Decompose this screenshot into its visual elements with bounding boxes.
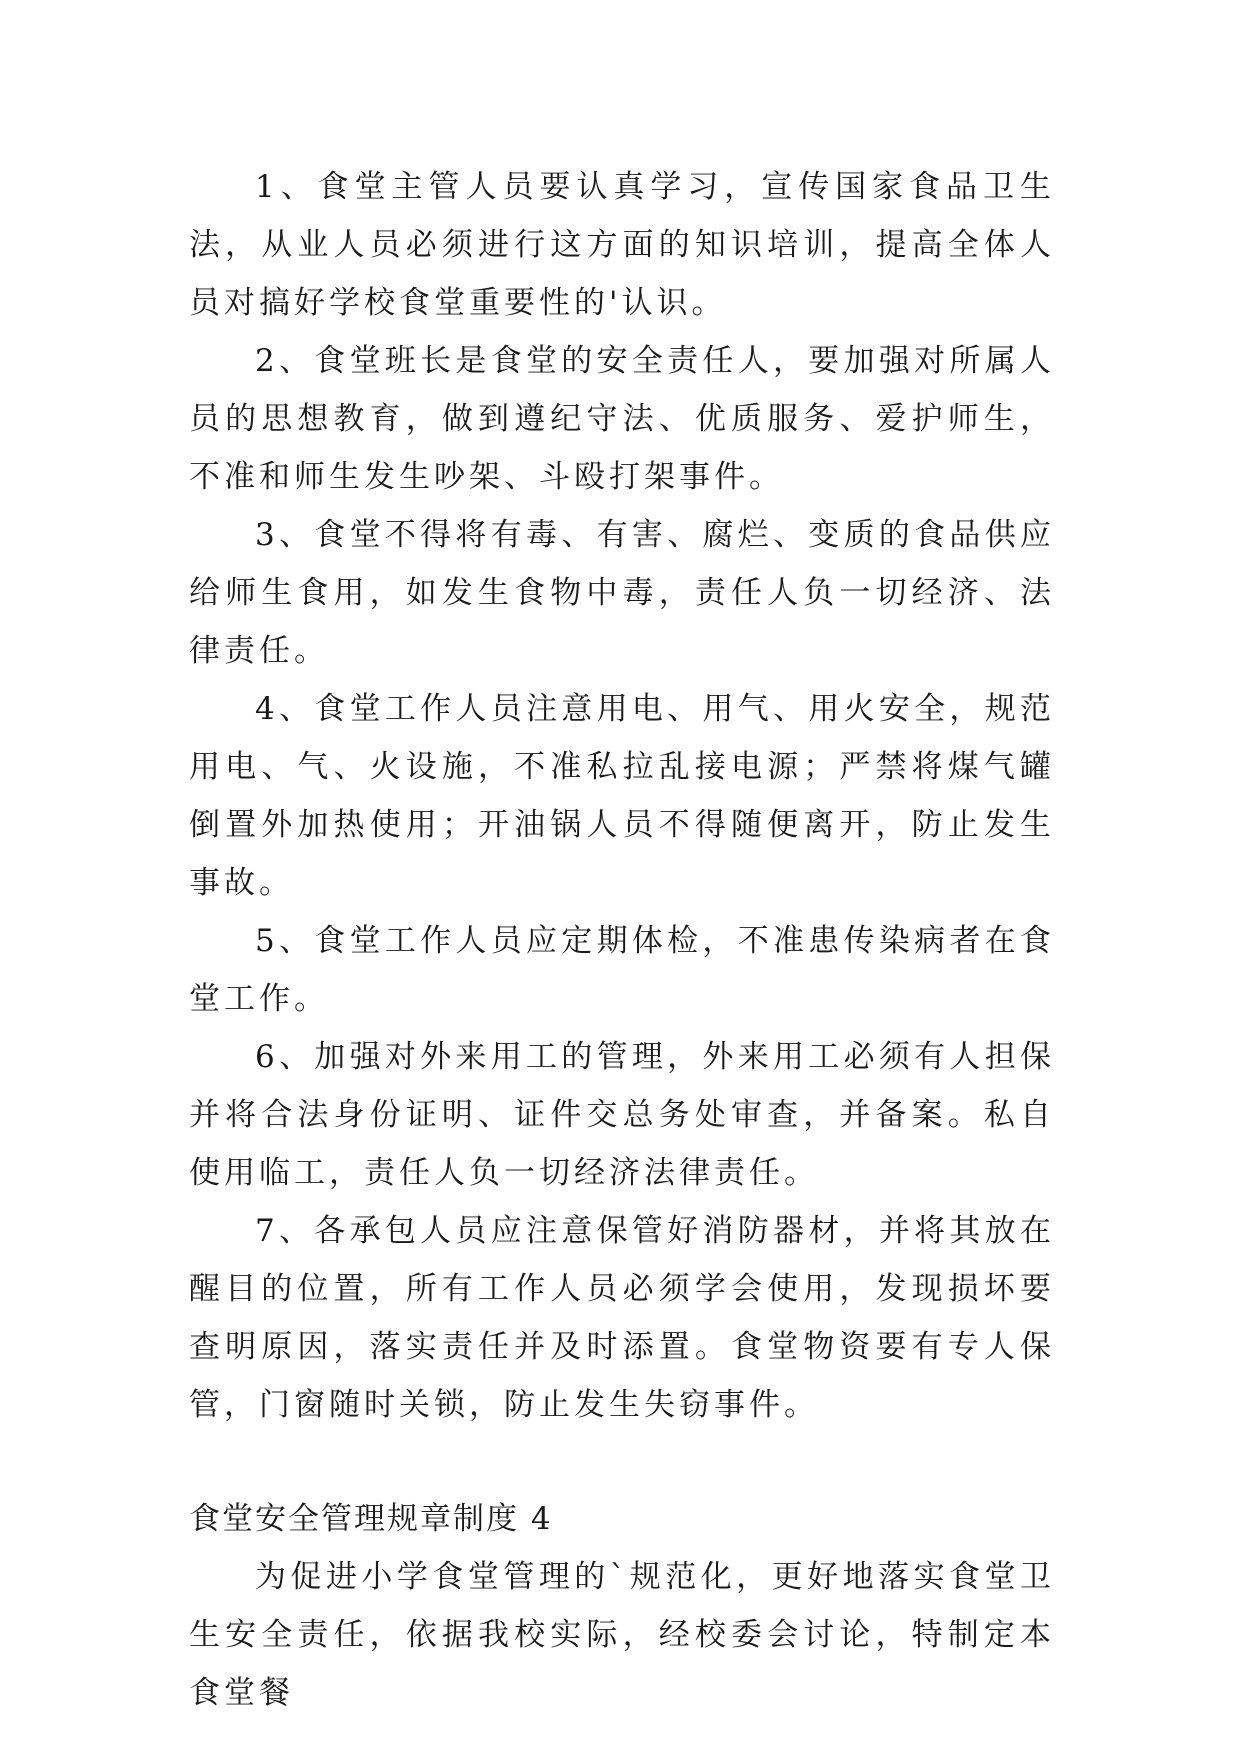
rule-paragraph-2: 2、食堂班长是食堂的安全责任人，要加强对所属人员的思想教育，做到遵纪守法、优质服务、爱护师生，不准和师生发生吵架、斗殴打架事件。	[189, 343, 1055, 495]
rule-paragraph-6: 6、加强对外来用工的管理，外来用工必须有人担保并将合法身份证明、证件交总务处审查，并备案。私自使用临工，责任人负一切经济法律责任。	[189, 1039, 1055, 1191]
rule-paragraph-7: 7、各承包人员应注意保管好消防器材，并将其放在醒目的位置，所有工作人员必须学会使用，发现损坏要查明原因，落实责任并及时添置。食堂物资要有专人保管，门窗随时关锁，防止发生失窃事件。	[189, 1213, 1055, 1423]
rule-paragraph-3: 3、食堂不得将有毒、有害、腐烂、变质的食品供应给师生食用，如发生食物中毒，责任人负一切经济、法律责任。	[189, 517, 1055, 669]
rule-paragraph-5: 5、食堂工作人员应定期体检，不准患传染病者在食堂工作。	[189, 923, 1055, 1017]
rule-paragraph-1: 1、食堂主管人员要认真学习，宣传国家食品卫生法，从业人员必须进行这方面的知识培训，提高全体人员对搞好学校食堂重要性的'认识。	[189, 169, 1055, 321]
section-intro-paragraph: 为促进小学食堂管理的`规范化，更好地落实食堂卫生安全责任，依据我校实际，经校委会讨论，特制定本食堂餐	[189, 1559, 1055, 1711]
rule-paragraph-4: 4、食堂工作人员注意用电、用气、用火安全，规范用电、气、火设施，不准私拉乱接电源；严禁将煤气罐倒置外加热使用；开油锅人员不得随便离开，防止发生事故。	[189, 691, 1055, 901]
section-heading: 食堂安全管理规章制度 4	[189, 1501, 553, 1537]
document-body	[189, 158, 1055, 1722]
